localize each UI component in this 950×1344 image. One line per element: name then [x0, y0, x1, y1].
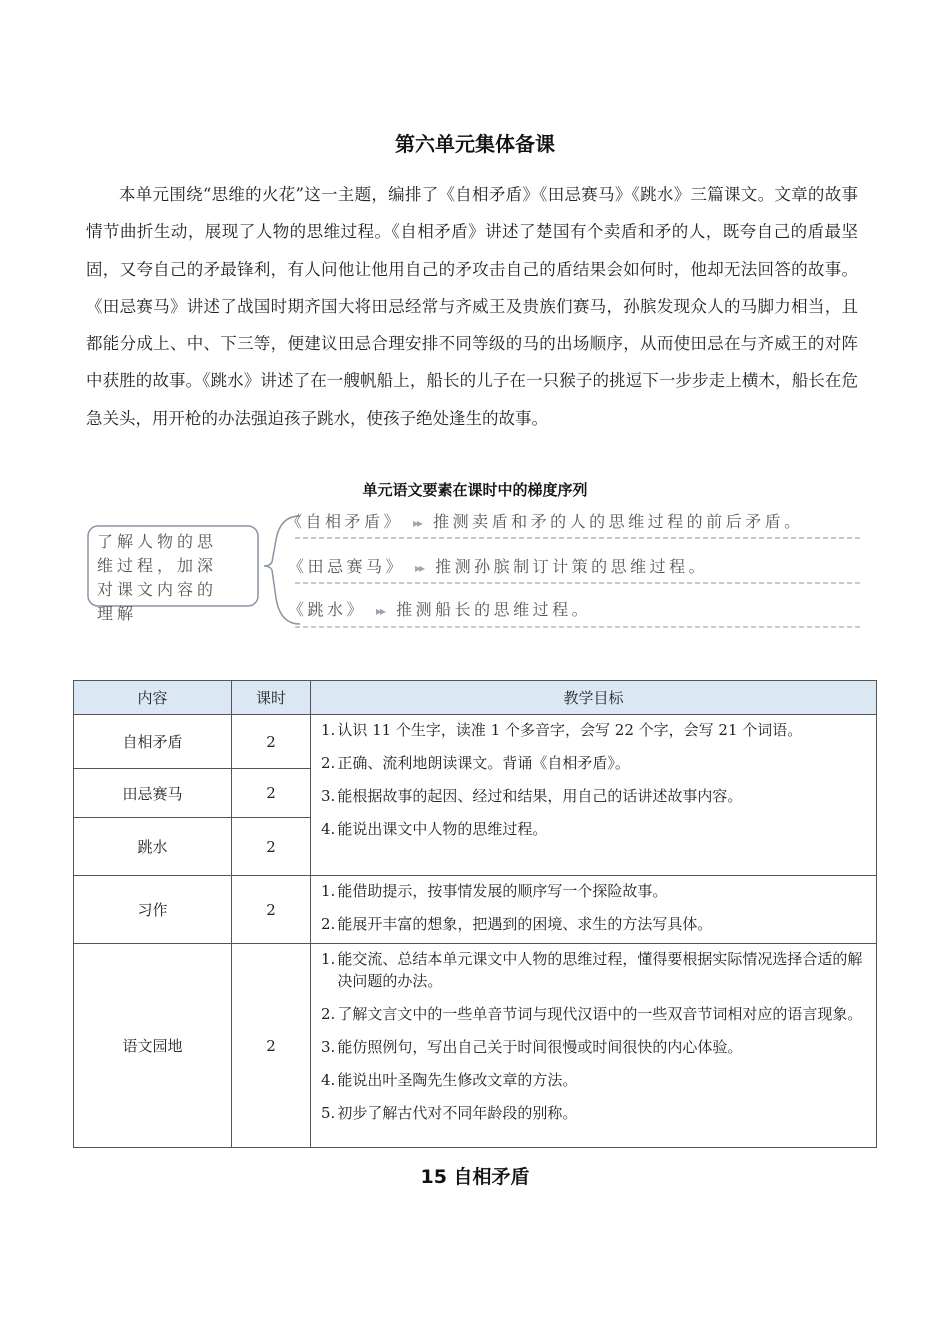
goals-cell: [311, 715, 877, 876]
row-lesson: 《田忌赛马》: [288, 557, 406, 576]
content-cell: 语文园地: [74, 944, 232, 1148]
diagram-row-3: [288, 597, 591, 620]
goal-item: [321, 1102, 866, 1124]
goals-cell: [311, 944, 877, 1148]
row-text: 推测船长的思维过程。: [396, 600, 592, 619]
table-header-row: [74, 681, 877, 715]
goal-number: 2.: [321, 1005, 336, 1023]
hours-cell: 2: [232, 944, 311, 1148]
teaching-plan-table: [73, 680, 877, 1148]
goal-text: 初步了解古代对不同年龄段的别称。: [337, 1104, 578, 1122]
goals-cell: [311, 876, 877, 944]
goal-text: 能说出叶圣陶先生修改文章的方法。: [337, 1071, 578, 1089]
goal-item: [321, 818, 866, 840]
hours-cell: 2: [232, 769, 311, 818]
goal-text: 能交流、总结本单元课文中人物的思维过程，懂得要根据实际情况选择合适的解决问题的办法。: [337, 950, 863, 990]
goal-item: [321, 752, 866, 774]
goal-text: 能根据故事的起因、经过和结果，用自己的话讲述故事内容。: [337, 787, 743, 805]
content-cell: 习作: [74, 876, 232, 944]
row-text: 推测孙膑制订计策的思维过程。: [435, 557, 709, 576]
gradient-sequence-diagram: [80, 500, 880, 640]
goal-text: 能说出课文中人物的思维过程。: [337, 820, 548, 838]
goal-number: 5.: [321, 1104, 336, 1122]
diagram-row-2: [288, 554, 708, 577]
goal-text: 能借助提示，按事情发展的顺序写一个探险故事。: [337, 882, 668, 900]
goal-item: [321, 880, 866, 902]
diagram-title: 单元语文要素在课时中的梯度序列: [362, 481, 588, 499]
double-arrow-icon: ▸▸: [413, 516, 422, 530]
goal-number: 1.: [321, 882, 336, 900]
table-row: [74, 944, 877, 1148]
hours-cell: 2: [232, 876, 311, 944]
goal-item: [321, 948, 866, 992]
goal-number: 4.: [321, 1071, 336, 1089]
goal-text: 了解人物的思维过程，加深对课文内容的理解: [97, 532, 218, 623]
hours-cell: 2: [232, 818, 311, 876]
goal-text: 能仿照例句，写出自己关于时间很慢或时间很快的内心体验。: [337, 1038, 743, 1056]
content-cell: 自相矛盾: [74, 715, 232, 769]
goal-item: [321, 719, 866, 741]
content-cell: 跳水: [74, 818, 232, 876]
table-row: [74, 715, 877, 769]
goal-text: 认识 11 个生字，读准 1 个多音字，会写 22 个字，会写 21 个词语。: [337, 721, 803, 739]
double-arrow-icon: ▸▸: [376, 604, 385, 618]
goal-item: [321, 1003, 866, 1025]
goal-number: 2.: [321, 754, 336, 772]
double-arrow-icon: ▸▸: [415, 561, 424, 575]
goal-text: 正确、流利地朗读课文。背诵《自相矛盾》。: [337, 754, 630, 772]
lesson-heading: 15 自相矛盾: [420, 1166, 530, 1188]
goal-item: [321, 1069, 866, 1091]
goal-item: [321, 1036, 866, 1058]
header-content: 内容: [74, 681, 232, 715]
header-hours: 课时: [232, 681, 311, 715]
content-cell: 田忌赛马: [74, 769, 232, 818]
goal-item: [321, 785, 866, 807]
header-goals: 教学目标: [311, 681, 877, 715]
goal-number: 3.: [321, 787, 336, 805]
goal-number: 3.: [321, 1038, 336, 1056]
goal-number: 1.: [321, 950, 336, 968]
goal-number: 2.: [321, 915, 336, 933]
page-title: 第六单元集体备课: [395, 132, 555, 156]
goal-text: 了解文言文中的一些单音节词与现代汉语中的一些双音节词相对应的语言现象。: [337, 1005, 863, 1023]
table-row: [74, 876, 877, 944]
hours-cell: 2: [232, 715, 311, 769]
goal-text: 能展开丰富的想象，把遇到的困境、求生的方法写具体。: [337, 915, 713, 933]
row-lesson: 《自相矛盾》: [286, 512, 404, 531]
goal-number: 1.: [321, 721, 336, 739]
goal-item: [321, 913, 866, 935]
row-lesson: 《跳水》: [288, 600, 367, 619]
row-text: 推测卖盾和矛的人的思维过程的前后矛盾。: [433, 512, 804, 531]
goal-number: 4.: [321, 820, 336, 838]
intro-paragraph: 本单元围绕“思维的火花”这一主题，编排了《自相矛盾》《田忌赛马》《跳水》三篇课文。文章的故事情节曲折生动，展现了人物的思维过程。《自相矛盾》讲述了楚国有个卖盾和矛的人，既夸自己的盾最坚固，又夸自己的矛最锋利，有人问他让他用自己的矛攻击自己的盾结果会如何时，他却无法回答的故事。《田忌赛马》讲述了战国时期齐国大将田忌经常与齐威王及贵族们赛马，孙膑发现众人的马脚力相当，且都能分成上、中、下三等，便建议田忌合理安排不同等级的马的出场顺序，从而使田忌在与齐威王的对阵中获胜的故事。《跳水》讲述了在一艘帆船上，船长的儿子在一只猴子的挑逗下一步步走上横木，船长在危急关头，用开枪的办法强迫孩子跳水，使孩子绝处逢生的故事。: [86, 185, 858, 428]
diagram-row-1: [286, 509, 804, 532]
